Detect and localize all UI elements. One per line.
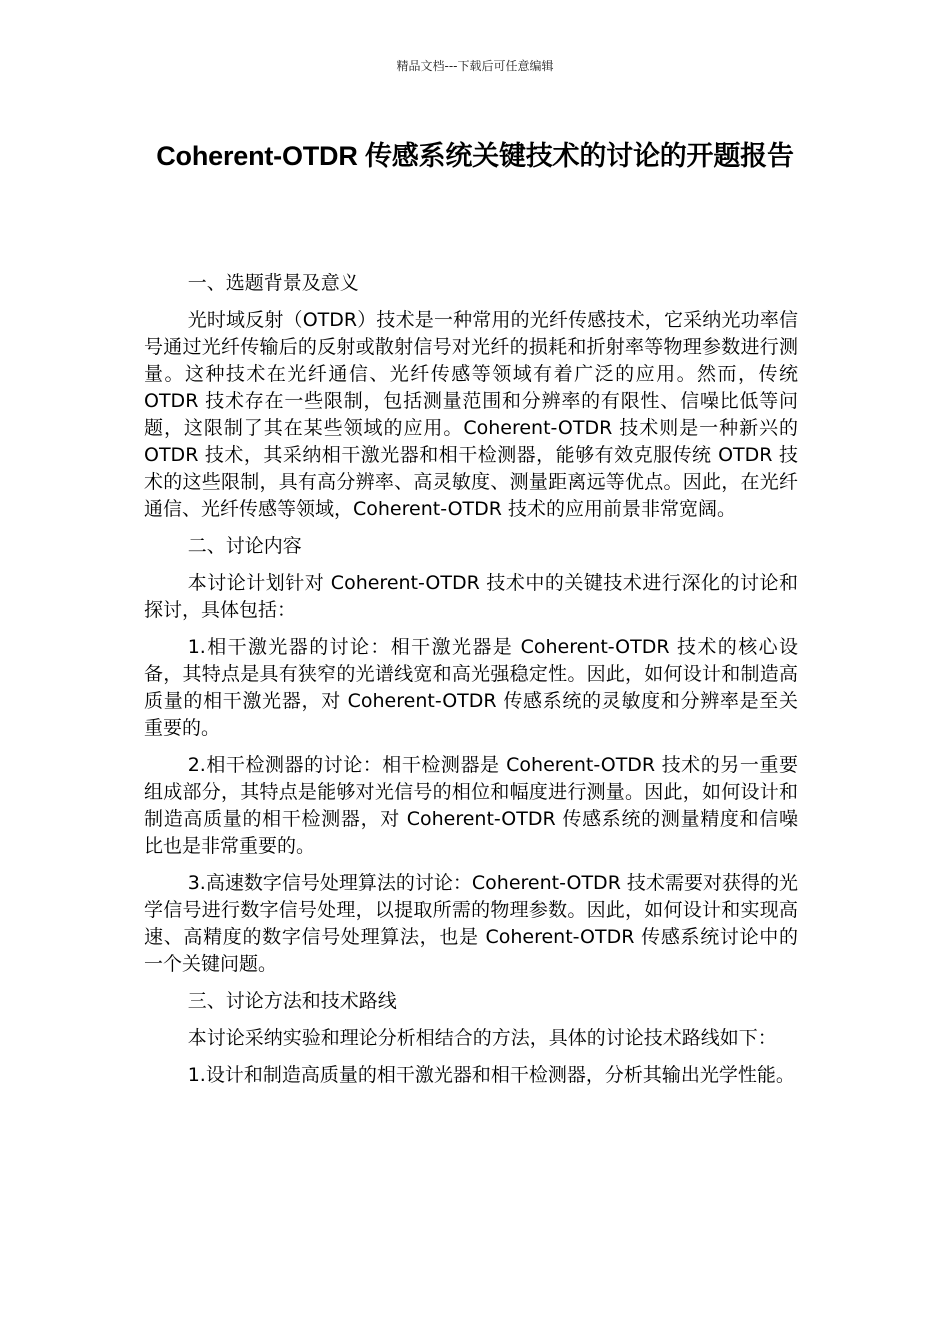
paragraph-method: 本讨论采纳实验和理论分析相结合的方法，具体的讨论技术路线如下：	[187, 1027, 777, 1049]
section-heading-content: 二、讨论内容	[187, 535, 302, 557]
paragraph-item-dsp: 3.高速数字信号处理算法的讨论：Coherent-OTDR 技术需要对获得的光学信号进行数字信号处理，以提取所需的物理参数。因此，如何设计和实现高速、高精度的数字信号处理算法，也是 Coherent-OTDR 传感系统讨论中的一个关键问题。	[144, 872, 798, 975]
section-heading-background: 一、选题背景及意义	[187, 272, 359, 294]
document-title: Coherent-OTDR 传感系统关键技术的讨论的开题报告	[156, 141, 794, 171]
paragraph-plan: 本讨论计划针对 Coherent-OTDR 技术中的关键技术进行深化的讨论和探讨，具体包括：	[144, 572, 798, 621]
paragraph-item-laser: 1.相干激光器的讨论：相干激光器是 Coherent-OTDR 技术的核心设备，其特点是具有狭窄的光谱线宽和高光强稳定性。因此，如何设计和制造高质量的相干激光器，对 Coherent-OTDR 传感系统的灵敏度和分辨率是至关重要的。	[144, 636, 798, 739]
paragraph-background: 光时域反射（OTDR）技术是一种常用的光纤传感技术，它采纳光功率信号通过光纤传输后的反射或散射信号对光纤的损耗和折射率等物理参数进行测量。这种技术在光纤通信、光纤传感等领域有着广泛的应用。然而，传统 OTDR 技术存在一些限制，包括测量范围和分辨率的有限性、信噪比低等问题，这限制了其在某些领域的应用。Coherent-OTDR 技术则是一种新兴的 OTDR 技术，其采纳相干激光器和相干检测器，能够有效克服传统 OTDR 技术的这些限制，具有高分辨率、高灵敏度、测量距离远等优点。因此，在光纤通信、光纤传感等领域，Coherent-OTDR 技术的应用前景非常宽阔。	[144, 309, 798, 520]
section-heading-method: 三、讨论方法和技术路线	[187, 990, 397, 1012]
paragraph-item-detector: 2.相干检测器的讨论：相干检测器是 Coherent-OTDR 技术的另一重要组成部分，其特点是能够对光信号的相位和幅度进行测量。因此，如何设计和制造高质量的相干检测器，对 Coherent-OTDR 传感系统的测量精度和信噪比也是非常重要的。	[144, 754, 798, 857]
page-header: 精品文档---下载后可任意编辑	[396, 59, 554, 73]
paragraph-route-step-1: 1.设计和制造高质量的相干激光器和相干检测器，分析其输出光学性能。	[187, 1064, 795, 1086]
document-body	[144, 270, 798, 1099]
